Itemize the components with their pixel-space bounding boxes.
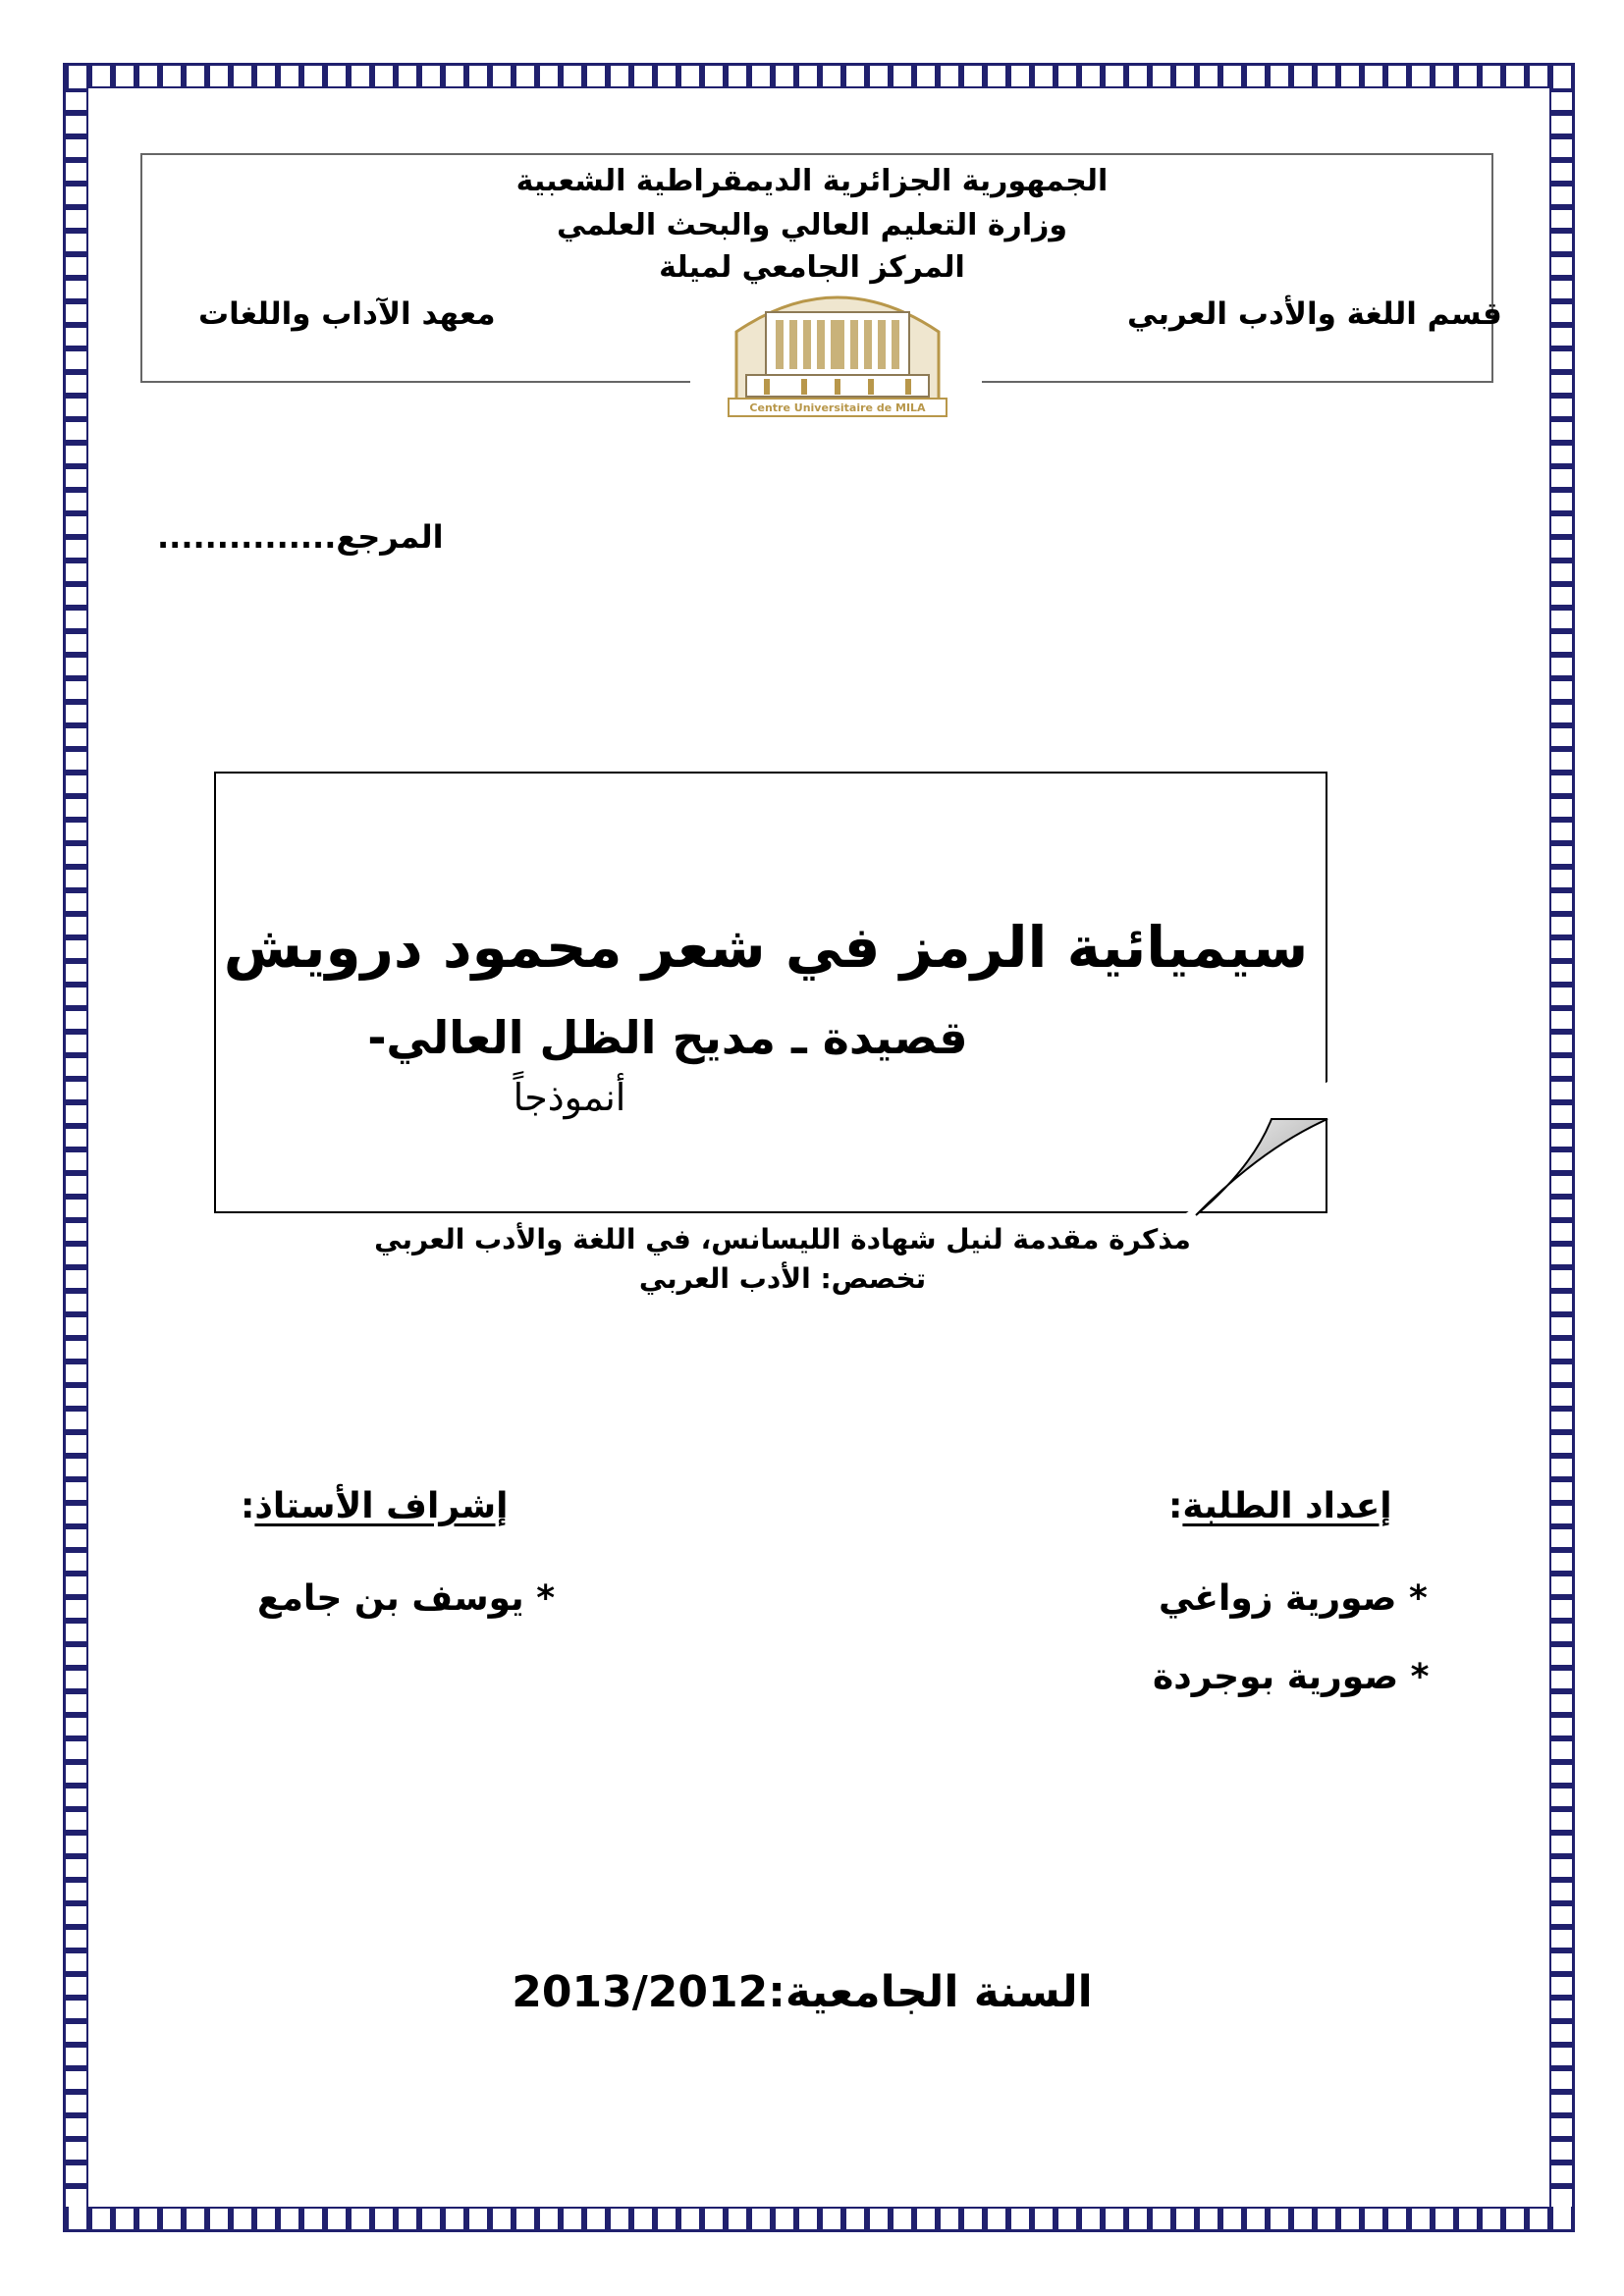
students-heading-text: إعداد الطلبة [1182,1486,1392,1526]
header-institute: معهد الآداب واللغات [198,296,496,332]
thesis-title: سيميائية الرمز في شعر محمود درويش [223,914,1309,981]
student-name-2: * صورية بوجردة [1153,1657,1430,1697]
supervisor-name: * يوسف بن جامع [257,1578,556,1619]
students-heading-colon: : [1168,1486,1183,1526]
header-republic: الجمهورية الجزائرية الديمقراطية الشعبية [515,164,1109,198]
logo-caption: Centre Universitaire de MILA [749,401,926,414]
academic-year: السنة الجامعية:2013/2012 [512,1967,1093,2017]
reference-label: المرجع [336,518,444,556]
memo-line-1: مذكرة مقدمة لنيل شهادة الليسانس، في اللغة والأدب العربي [374,1223,1191,1255]
page-curl-decoration [1183,1080,1330,1217]
student-name-1: * صورية زواغي [1159,1578,1428,1619]
students-heading [1168,1486,1392,1526]
header-ministry: وزارة التعليم العالي والبحث العلمي [556,208,1068,242]
memo-line-2: تخصص: الأدب العربي [638,1262,927,1295]
supervisor-heading-text: إشراف الأستاذ [254,1486,509,1526]
header-department: قسم اللغة والأدب العربي [1127,296,1502,332]
header-center: المركز الجامعي لميلة [659,250,965,285]
reference-line [157,518,444,556]
supervisor-heading-colon: : [241,1486,255,1526]
header-frame-rule-left [140,381,690,383]
university-logo [725,273,950,420]
supervisor-heading [241,1486,508,1526]
title-card [214,772,1327,1213]
thesis-subtitle: قصيدة ـ مديح الظل العالي- [367,1011,968,1064]
reference-dots: ............... [157,518,337,556]
thesis-model-label: أنموذجاً [513,1076,626,1119]
header-frame-rule-right [982,381,1493,383]
